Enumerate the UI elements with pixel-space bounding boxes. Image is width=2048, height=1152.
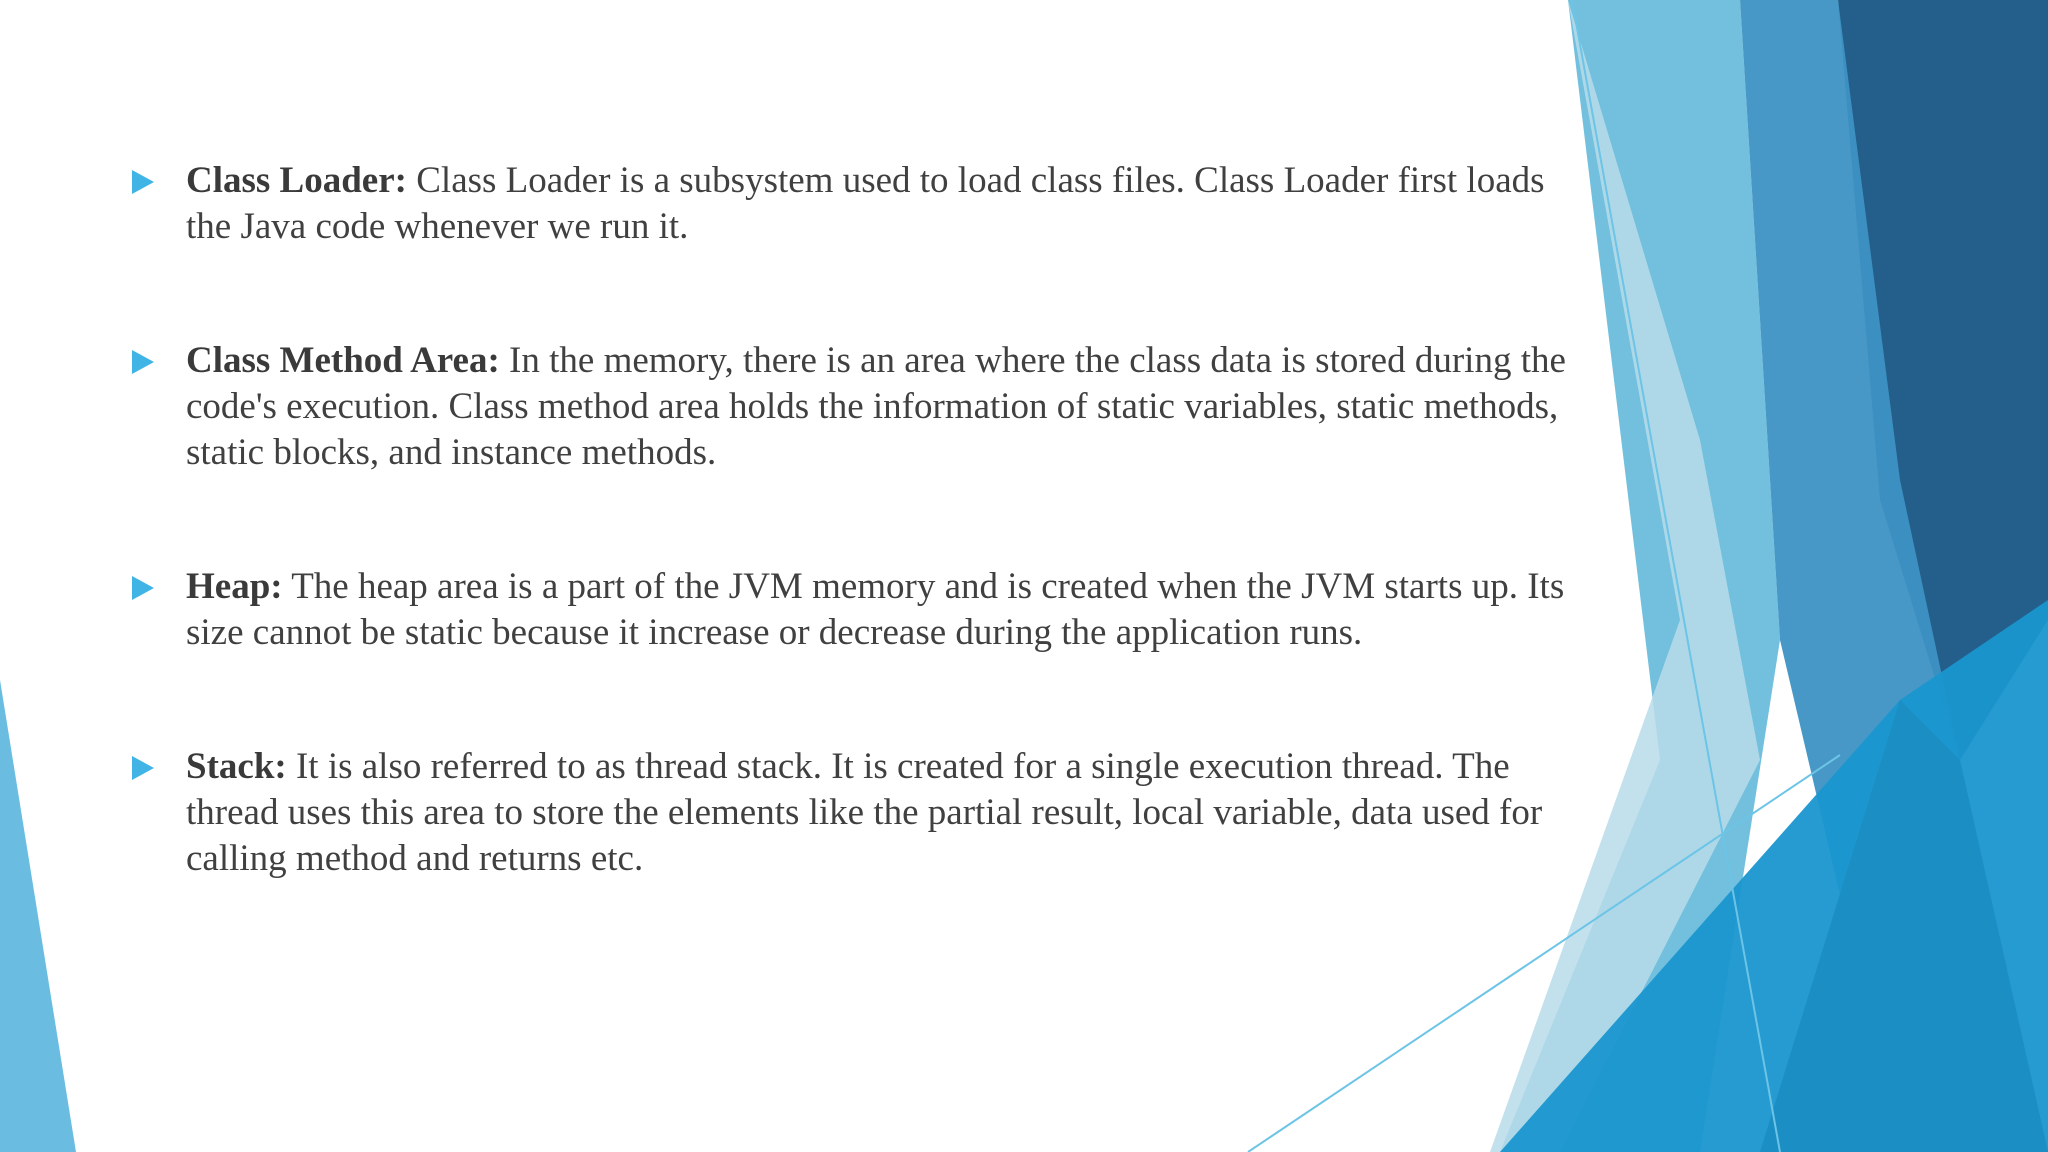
bullet-text: It is also referred to as thread stack. It is created for a single execution thread. The thread uses this area to store the elements like the partial result, local variable, data used for calling method and returns etc.	[186, 746, 1543, 879]
triangle-bullet-icon	[132, 350, 154, 374]
bullet-class-loader	[130, 158, 1570, 250]
bullet-stack	[130, 744, 1570, 882]
bullet-text: Class Loader is a subsystem used to load class files. Class Loader first loads the Java code whenever we run it.	[186, 160, 1545, 247]
bullet-text: The heap area is a part of the JVM memory and is created when the JVM starts up. Its size cannot be static because it increase or decrease during the application runs.	[186, 566, 1565, 653]
triangle-bullet-icon	[132, 756, 154, 780]
triangle-bullet-icon	[132, 576, 154, 600]
bullet-term: Class Method Area:	[186, 340, 500, 381]
triangle-bullet-icon	[132, 170, 154, 194]
bullet-term: Stack:	[186, 746, 287, 787]
bullet-heap	[130, 564, 1570, 656]
slide-content	[130, 150, 1570, 882]
bullet-text: In the memory, there is an area where the class data is stored during the code's execution. Class method area holds the information of static variables, static methods, static blocks, and instance methods.	[186, 340, 1566, 473]
bullet-term: Class Loader:	[186, 160, 407, 201]
bullet-class-method-area	[130, 338, 1570, 476]
left-facet	[0, 680, 76, 1152]
bullet-term: Heap:	[186, 566, 283, 607]
